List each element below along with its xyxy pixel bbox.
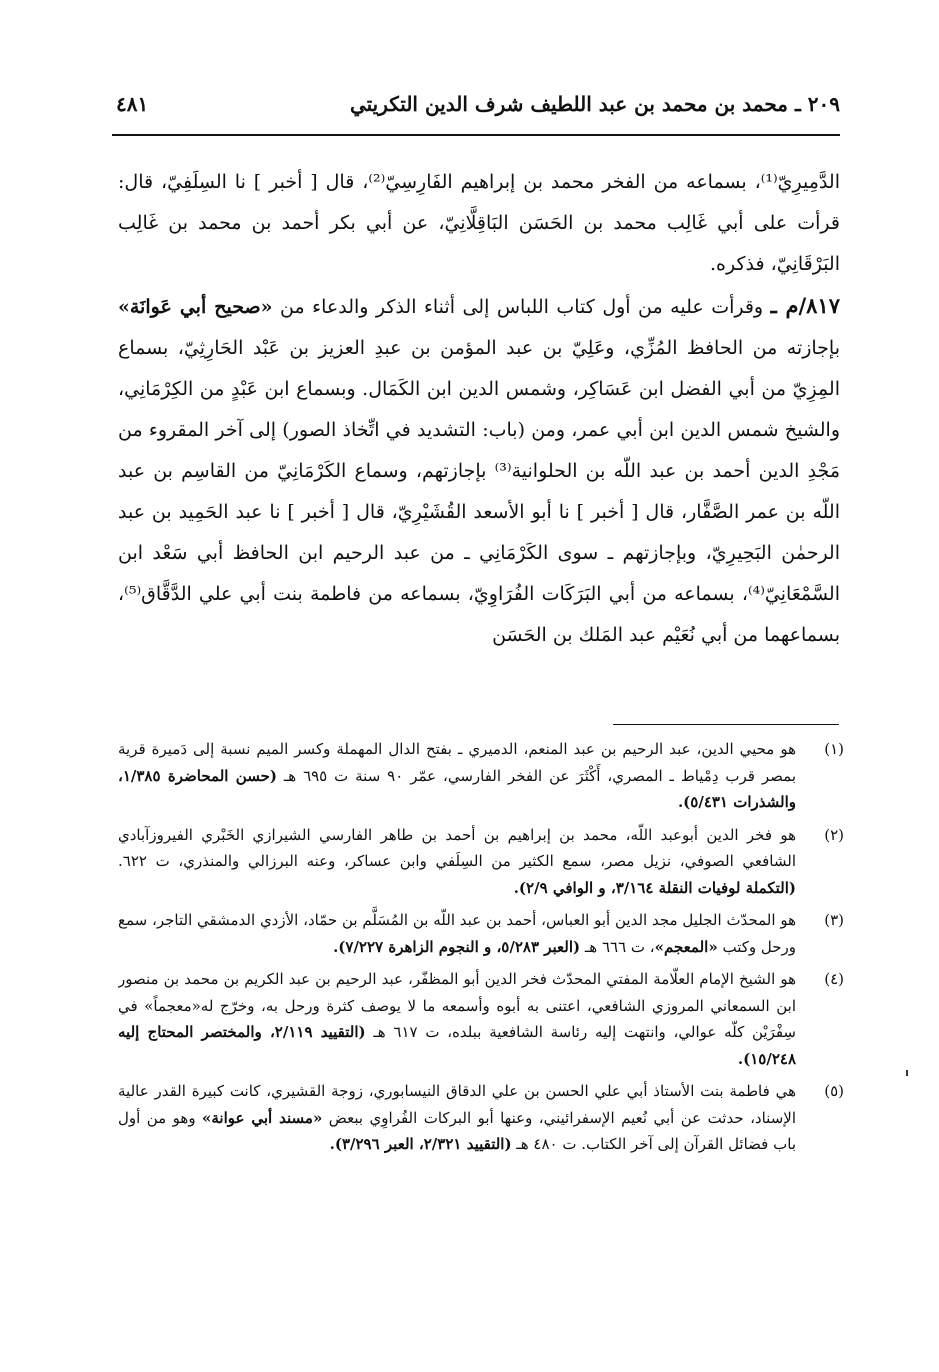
footnote-number: (٥)	[824, 1082, 844, 1100]
footnote-5	[118, 1078, 844, 1158]
footnote-number: (٢)	[824, 825, 844, 844]
entry-text-b: بإجازته من الحافظ المُزِّي، وعَلِيّ بن عبد المؤمن بن عبدِ العزيز بن عَبْد الحَارِثِيّ، بسماع المِزِيّ من أبي الفضل ابن عَسَاكِر، وشمس الدين ابن الكَمَال. وبسماع ابن عَبْدٍ من الكِرْمَانِي، والشيخ شمس الدين ابن أبي عمر، ومن (باب: التشديد في اتِّخاذ الصور) إلى آخر المقروء من مَجْدِ الدين أحمد بن عبد اللّه بن الحلوانية⁽³⁾ بإجازتهم، وسماع الكَرْمَانِيّ من القاسِم بن عبد اللّه بن عمر الصَّفَّار، قال [ أخبر ] نا أبو الأسعد القُشَيْرِيّ، قال [ أخبر ] نا عبد الحَمِيد بن عبد الرحمٰن البَحِيرِيّ، وبإجازتهم ـ سوى الكَرْمَانِي ـ من عبد الرحيم ابن الحافظ أبي سَعْد ابن السَّمْعَانِيّ⁽⁴⁾، بسماعه من أبي البَرَكَات الفُرَاوِيّ، بسماعه من فاطمة بنت أبي علي الدَّقَّاق⁽⁵⁾، بسماعهما من أبي نُعَيْم عبد المَلك بن الحَسَن	[118, 337, 840, 646]
footnote-book-title: «المعجم»	[654, 937, 718, 956]
footnote-book-title: «مسند أبي عوانة»	[202, 1108, 323, 1127]
paragraph-entry-817	[118, 285, 840, 656]
footnotes	[118, 736, 844, 1336]
footnote-2	[118, 822, 844, 902]
footnote-4	[118, 966, 844, 1072]
footnote-1	[118, 736, 844, 816]
footnote-number: (٤)	[824, 970, 844, 988]
scan-mark	[906, 1070, 908, 1076]
footnote-text-2: ، ت ٦٦٦ هـ	[580, 937, 655, 956]
paragraph-continuation: الدَّمِيرِيّ⁽¹⁾، بسماعه من الفخر محمد بن إبراهيم الفَارِسِيّ⁽²⁾، قال [ أخبر ] نا السِلَفِيّ، قال: قرأت على أبي غَالِب محمد بن الحَسَن البَاقِلَّانِيّ، عن أبي بكر أحمد بن محمد بن غَالِب البَرْقَانِيّ، فذكره.	[118, 171, 840, 275]
footnote-reference: (حسن المحاضرة ١/٣٨٥، والشذرات ٥/٤٣١).	[118, 766, 796, 811]
footnote-text: هو المحدّث الجليل مجد الدين أبو العباس، أحمد بن عبد اللّه بن المُسَلَّم بن حمّاد، الأزدي الدمشقي التاجر، سمع ورحل وكتب	[118, 911, 796, 956]
footnote-text: هو فخر الدين أبوعبد اللّه، محمد بن إبراهيم بن أحمد بن طاهر الفارسي الشيرازي الخَبْري الفيروزآبادي الشافعي الصوفي، نزيل مصر، سمع الكثير من السِلَفي وابن عساكر، وعنه البرزالي والمنذري، ت ٦٢٢.	[118, 825, 796, 870]
footnote-reference: (العبر ٥/٢٨٣، و النجوم الزاهرة ٧/٢٢٧).	[333, 937, 581, 956]
entry-number: ٨١٧/م ـ	[770, 293, 840, 318]
main-text	[118, 162, 840, 722]
footnote-reference: (التقييد ٢/١١٩، والمختصر المحتاج إليه ١٥/٢٤٨).	[118, 1023, 796, 1068]
footnote-reference: (التقييد ٢/٣٢١، العبر ٣/٢٩٦).	[329, 1135, 512, 1153]
footnote-text: هو الشيخ الإمام العلّامة المفتي المحدّث فخر الدين أبو المظفّر، عبد الرحيم بن عبد الكريم بن محمد بن منصور ابن السمعاني المروزي الشافعي، اعتنى به أبوه وأسمعه ما لا يوصف كثرة ورحل به، وخرّج له«معجماً» في سِفْرَيْن كلّه عوالي، وانتهت إليه رئاسة الشافعية ببلده، ت ٦١٧ هـ	[118, 970, 796, 1041]
header-title: ٢٠٩ ـ محمد بن محمد بن عبد اللطيف شرف الدين التكريتي	[349, 92, 840, 116]
book-title: «صحيح أبي عَوانَة»	[118, 296, 273, 318]
footnote-reference: (التكملة لوفيات النقلة ٣/١٦٤، و الوافي ٢/٩).	[513, 878, 796, 897]
footnote-divider	[613, 724, 839, 725]
footnote-number: (٣)	[824, 911, 844, 929]
footnote-number: (١)	[824, 740, 844, 758]
footnote-text-2: وهو من أول باب فضائل القرآن إلى آخر الكتاب. ت ٤٨٠ هـ	[118, 1108, 796, 1153]
running-header	[112, 88, 840, 136]
page-number: ٤٨١	[116, 92, 149, 116]
footnote-text: هو محيي الدين، عبد الرحيم بن عبد المنعم، الدميري ـ بفتح الدال المهملة وكسر الميم نسبة إلى دَميرة قرية بمصر قرب دِمْياط ـ المصري، أَكْثَرَ عن الفخر الفارسي، عمّر ٩٠ سنة ت ٦٩٥ هـ	[118, 740, 796, 785]
footnote-3	[118, 907, 844, 960]
entry-text-a: وقرأت عليه من أول كتاب اللباس إلى أثناء الذكر والدعاء من	[272, 296, 771, 318]
footnote-text: هي فاطمة بنت الأستاذ أبي علي الحسن بن علي الدقاق النيسابوري، زوجة القشيري، كانت كبيرة القدر عالية الإسناد، حدثت عن أبي نُعيم الإسفرائيني، وعنها أبو البركات الفُراوِي ببعض	[118, 1082, 796, 1127]
